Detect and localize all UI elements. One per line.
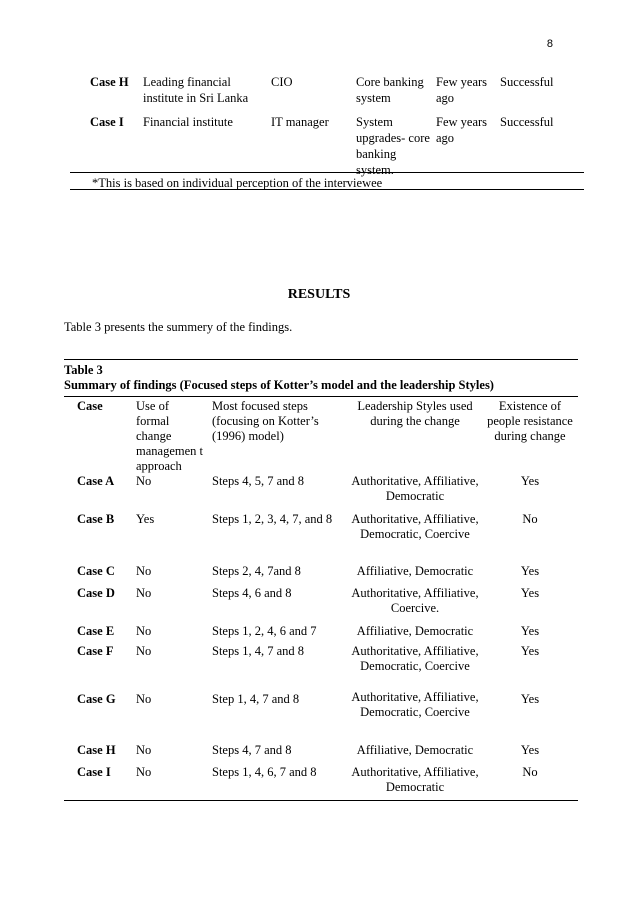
case-cell: Case H xyxy=(90,75,129,89)
steps-cell: Steps 2, 4, 7and 8 xyxy=(212,564,301,578)
role-cell: CIO xyxy=(271,75,293,89)
resistance-cell: Yes xyxy=(520,564,540,578)
time-cell: Few years ago xyxy=(436,115,488,145)
section-heading: RESULTS xyxy=(287,287,351,302)
resistance-cell: Yes xyxy=(520,743,540,757)
leadership-cell: Authoritative, Affiliative, Democratic, Coercive xyxy=(351,690,479,719)
outcome-cell: Successful xyxy=(500,75,554,89)
steps-cell: Steps 4, 5, 7 and 8 xyxy=(212,474,305,488)
leadership-cell: Authoritative, Affiliative, Coercive. xyxy=(351,586,479,615)
formal-cell: No xyxy=(136,743,152,757)
table-row xyxy=(70,74,584,114)
resistance-cell: Yes xyxy=(520,644,540,658)
header-resistance: Existence of people resistance during change xyxy=(487,399,573,443)
steps-cell: Steps 4, 7 and 8 xyxy=(212,743,292,757)
resistance-cell: Yes xyxy=(520,624,540,638)
case-cell: Case F xyxy=(77,644,114,658)
header-leadership-styles: Leadership Styles used during the change xyxy=(357,399,473,428)
steps-cell: Steps 1, 2, 4, 6 and 7 xyxy=(212,624,317,638)
time-cell: Few years ago xyxy=(436,75,488,105)
change-type-cell: System upgrades- core banking system. xyxy=(356,115,430,177)
steps-cell: Steps 1, 2, 3, 4, 7, and 8 xyxy=(212,512,333,526)
resistance-cell: No xyxy=(522,512,538,526)
table-bottom-rule xyxy=(64,800,578,801)
formal-cell: Yes xyxy=(136,512,155,526)
steps-cell: Steps 1, 4, 7 and 8 xyxy=(212,644,305,658)
formal-cell: No xyxy=(136,692,152,706)
table-top-rule xyxy=(64,359,578,360)
steps-cell: Step 1, 4, 7 and 8 xyxy=(212,692,300,706)
formal-cell: No xyxy=(136,564,152,578)
organization-cell: Leading financial institute in Sri Lanka xyxy=(143,75,249,105)
header-focused-steps: Most focused steps (focusing on Kotter’s (1996) model) xyxy=(212,399,319,443)
role-cell: IT manager xyxy=(271,115,329,129)
table-header-rule xyxy=(64,396,578,397)
formal-cell: No xyxy=(136,765,152,779)
leadership-cell: Affiliative, Democratic xyxy=(356,624,474,638)
table-title: Summary of findings (Focused steps of Kotter’s model and the leadership Styles) xyxy=(64,378,494,392)
formal-cell: No xyxy=(136,586,152,600)
leadership-cell: Authoritative, Affiliative, Democratic xyxy=(351,765,479,794)
case-cell: Case G xyxy=(77,692,116,706)
case-cell: Case I xyxy=(77,765,111,779)
table-rule xyxy=(70,189,584,190)
case-cell: Case I xyxy=(90,115,124,129)
leadership-cell: Authoritative, Affiliative, Democratic, Coercive xyxy=(351,644,479,673)
change-type-cell: Core banking system xyxy=(356,75,424,105)
leadership-cell: Affiliative, Democratic xyxy=(356,743,474,757)
organization-cell: Financial institute xyxy=(143,115,233,129)
case-cell: Case E xyxy=(77,624,115,638)
formal-cell: No xyxy=(136,624,152,638)
intro-paragraph: Table 3 presents the summery of the findings. xyxy=(64,320,293,334)
leadership-cell: Affiliative, Democratic xyxy=(356,564,474,578)
case-cell: Case C xyxy=(77,564,115,578)
resistance-cell: Yes xyxy=(520,692,540,706)
header-formal-approach: Use of formal change managemen t approach xyxy=(136,399,203,473)
resistance-cell: Yes xyxy=(520,474,540,488)
case-cell: Case B xyxy=(77,512,115,526)
case-cell: Case A xyxy=(77,474,115,488)
case-cell: Case H xyxy=(77,743,116,757)
outcome-cell: Successful xyxy=(500,115,554,129)
page-number: 8 xyxy=(546,38,553,50)
resistance-cell: No xyxy=(522,765,538,779)
header-case: Case xyxy=(77,399,103,413)
leadership-cell: Authoritative, Affiliative, Democratic xyxy=(351,474,479,503)
table-label: Table 3 xyxy=(64,363,103,377)
table-footnote: *This is based on individual perception of the interviewee xyxy=(92,176,383,190)
resistance-cell: Yes xyxy=(520,586,540,600)
leadership-cell: Authoritative, Affiliative, Democratic, Coercive xyxy=(351,512,479,541)
steps-cell: Steps 4, 6 and 8 xyxy=(212,586,292,600)
steps-cell: Steps 1, 4, 6, 7 and 8 xyxy=(212,765,317,779)
case-profile-table xyxy=(70,74,584,186)
formal-cell: No xyxy=(136,474,152,488)
table-rule xyxy=(70,172,584,173)
case-cell: Case D xyxy=(77,586,115,600)
formal-cell: No xyxy=(136,644,152,658)
